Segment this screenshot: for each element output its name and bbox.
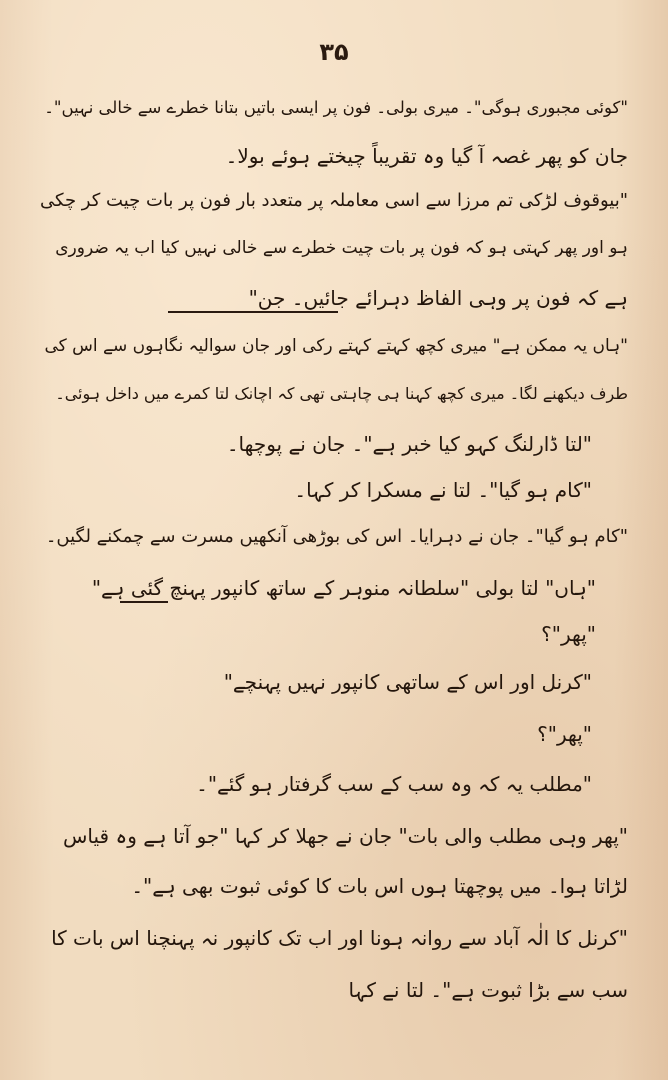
text-line-18: "کرنل کا الٰہ آباد سے روانہ ہونا اور اب تک کانپور نہ پہنچنا اس بات کا bbox=[51, 926, 628, 950]
page-number: ۳۵ bbox=[319, 38, 349, 66]
text-line-19: سب سے بڑا ثبوت ہے"۔ لتا نے کہا bbox=[348, 978, 628, 1002]
dash-rule bbox=[120, 601, 168, 603]
text-line-2: جان کو پھر غصہ آ گیا وہ تقریباً چیختے ہوئے بولا۔ bbox=[225, 144, 628, 168]
text-line-15: "مطلب یہ کہ وہ سب کے سب گرفتار ہو گئے"۔ bbox=[196, 772, 592, 796]
text-line-14: "پھر"؟ bbox=[537, 722, 592, 746]
text-line-8: "لتا ڈارلنگ کہو کیا خبر ہے"۔ جان نے پوچھا۔ bbox=[226, 432, 592, 456]
text-line-16: "پھر وہی مطلب والی بات" جان نے جھلا کر کہا "جو آتا ہے وہ قیاس bbox=[63, 824, 628, 848]
text-line-9: "کام ہو گیا"۔ لتا نے مسکرا کر کہا۔ bbox=[294, 478, 592, 502]
text-line-6: "ہاں یہ ممکن ہے" میری کچھ کہتے کہتے رکی اور جان سوالیہ نگاہوں سے اس کی bbox=[44, 336, 628, 356]
text-line-10: "کام ہو گیا"۔ جان نے دہرایا۔ اس کی بوڑھی آنکھیں مسرت سے چمکنے لگیں۔ bbox=[45, 526, 628, 547]
text-line-5: ہے کہ فون پر وہی الفاظ دہرائے جائیں۔ جن" bbox=[248, 286, 628, 310]
text-line-17: لڑاتا ہوا۔ میں پوچھتا ہوں اس بات کا کوئی ثبوت بھی ہے"۔ bbox=[131, 874, 628, 898]
text-line-3: "بیوقوف لڑکی تم مرزا سے اسی معاملہ پر متعدد بار فون پر بات چیت کر چکی bbox=[40, 190, 628, 211]
text-line-13: "کرنل اور اس کے ساتھی کانپور نہیں پہنچے" bbox=[223, 670, 592, 694]
text-line-4: ہو اور پھر کہتی ہو کہ فون پر بات چیت خطرے سے خالی نہیں کیا اب یہ ضروری bbox=[55, 238, 628, 258]
text-line-11: "ہاں" لتا بولی "سلطانہ منوہر کے ساتھ کانپور پہنچ گئی ہے" bbox=[91, 576, 596, 600]
text-line-1: "کوئی مجبوری ہوگی"۔ میری بولی۔ فون پر ایسی باتیں بتانا خطرے سے خالی نہیں"۔ bbox=[44, 98, 628, 117]
text-line-12: "پھر"؟ bbox=[541, 622, 596, 646]
blank-rule bbox=[168, 311, 338, 313]
text-line-7: طرف دیکھنے لگا۔ میری کچھ کہنا ہی چاہتی تھی کہ اچانک لتا کمرے میں داخل ہوئی۔ bbox=[55, 384, 628, 403]
